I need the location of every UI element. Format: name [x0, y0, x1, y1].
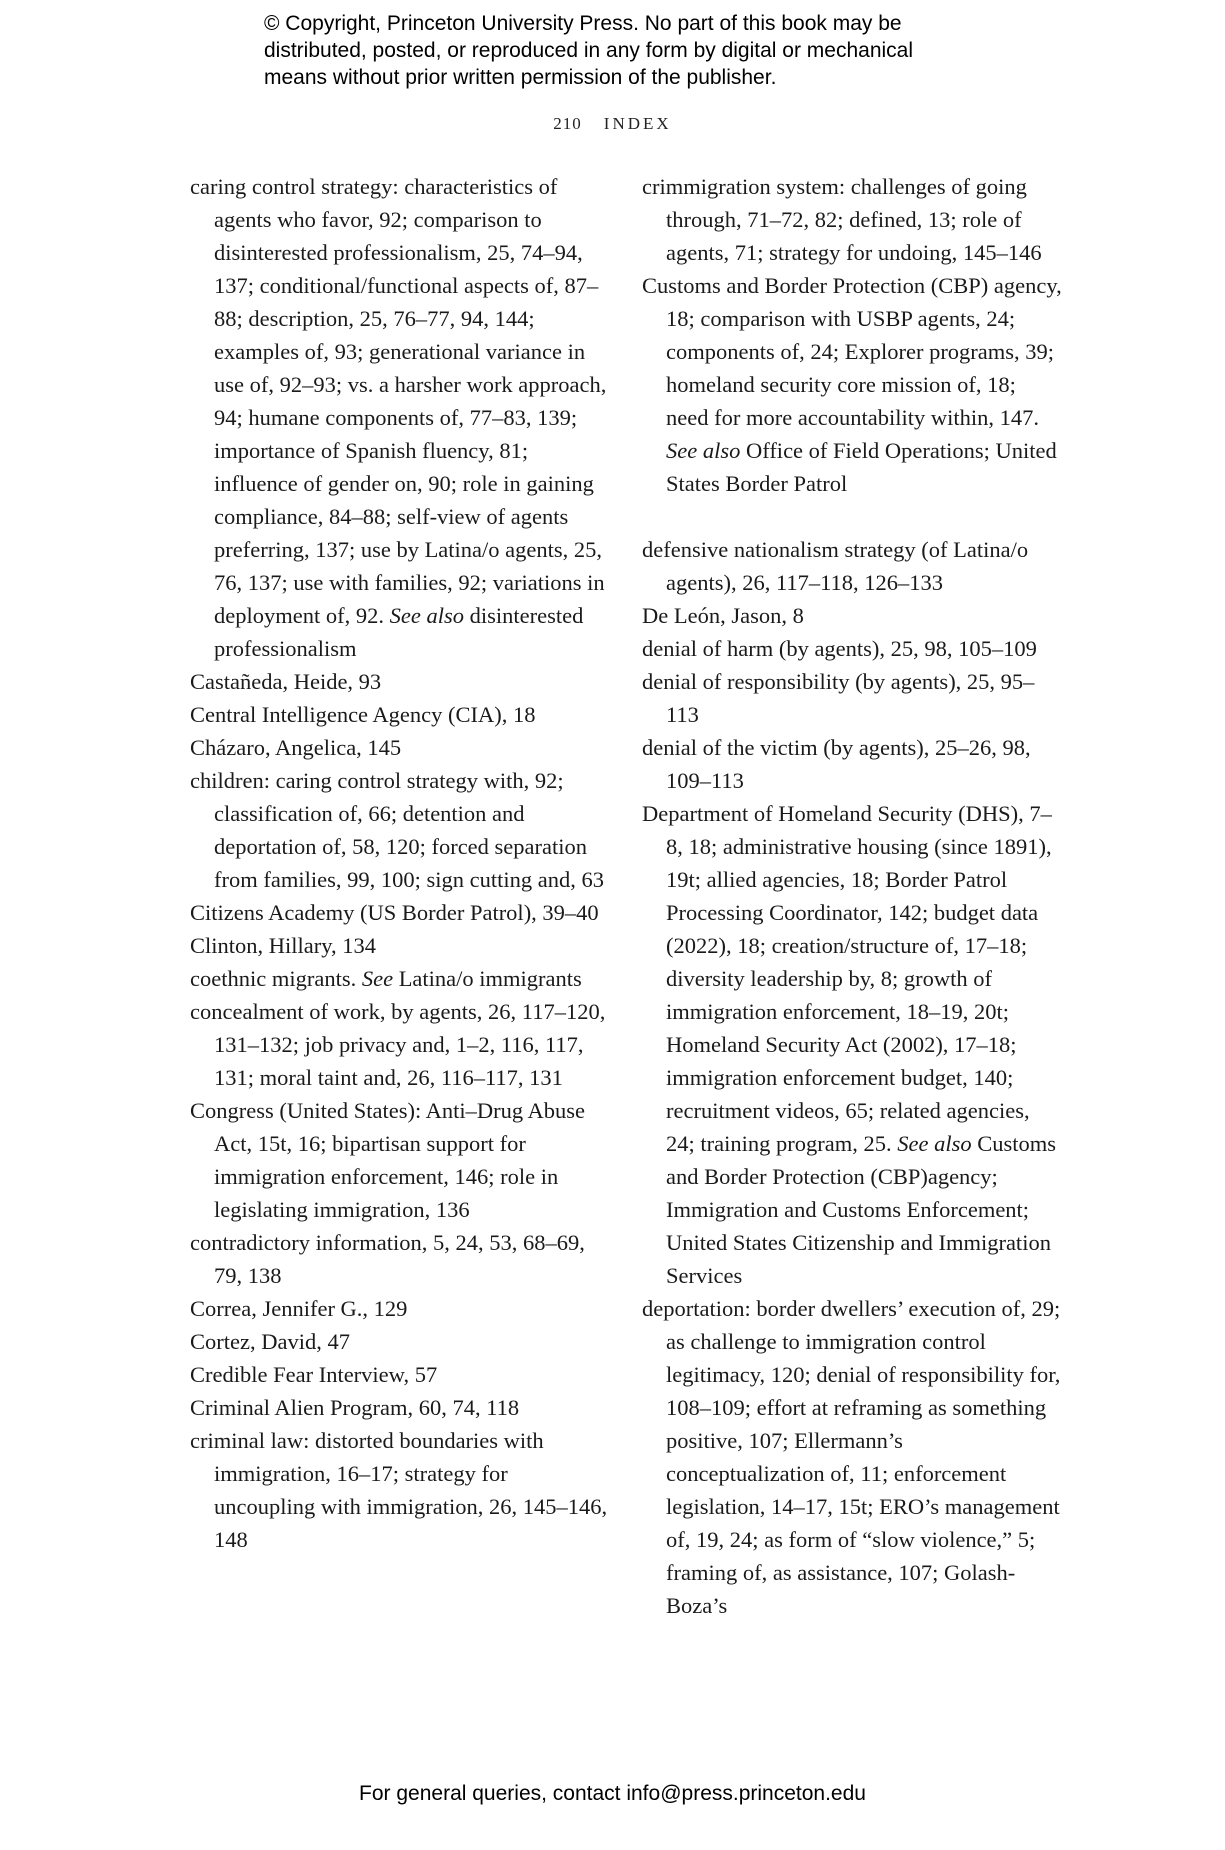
entry-text: Central Intelligence Agency (CIA), 18	[190, 702, 536, 727]
copyright-notice	[264, 10, 1024, 91]
index-entry	[642, 731, 1062, 797]
index-entry	[642, 797, 1062, 1292]
entry-text: Correa, Jennifer G., 129	[190, 1296, 408, 1321]
index-entry	[190, 1391, 610, 1424]
index-entry	[190, 1292, 610, 1325]
cross-reference-target: Latina/o immigrants	[398, 966, 582, 991]
cross-reference-label: See also	[666, 438, 741, 463]
entry-text: Customs and Border Protection (CBP) agency, 18; comparison with USBP agents, 24; components of, 24; Explorer programs, 39; homeland security core mission of, 18; need for more accountability within, 147.	[642, 273, 1062, 430]
cross-reference-target: Customs and Border Protection (CBP)agency; Immigration and Customs Enforcement; United States Citizenship and Immigration Services	[666, 1131, 1056, 1288]
index-entry	[190, 896, 610, 929]
index-entry	[642, 269, 1062, 500]
section-title: INDEX	[603, 114, 672, 133]
entry-text: Department of Homeland Security (DHS), 7–8, 18; administrative housing (since 1891), 19t; allied agencies, 18; Border Patrol Processing Coordinator, 142; budget data (2022), 18; creation/structure of, 17–18; diversity leadership by, 8; growth of immigration enforcement, 18–19, 20t; Homeland Security Act (2002), 17–18; immigration enforcement budget, 140; recruitment videos, 65; related agencies, 24; training program, 25.	[642, 801, 1052, 1156]
copyright-line: means without prior written permission of the publisher.	[264, 66, 777, 89]
index-column-right	[642, 170, 1062, 1622]
index-entry	[190, 962, 610, 995]
index-entry	[642, 599, 1062, 632]
entry-text: concealment of work, by agents, 26, 117–120, 131–132; job privacy and, 1–2, 116, 117, 131; moral taint and, 26, 116–117, 131	[190, 999, 606, 1090]
copyright-line: © Copyright, Princeton University Press. No part of this book may be	[264, 12, 902, 35]
cross-reference-target: Office of Field Operations; United States Border Patrol	[666, 438, 1057, 496]
copyright-line: distributed, posted, or reproduced in any form by digital or mechanical	[264, 39, 914, 62]
index-entry	[190, 1325, 610, 1358]
entry-text: denial of harm (by agents), 25, 98, 105–109	[642, 636, 1037, 661]
index-entry	[190, 1358, 610, 1391]
index-entry	[642, 632, 1062, 665]
entry-text: contradictory information, 5, 24, 53, 68–69, 79, 138	[190, 1230, 585, 1288]
index-entry	[642, 533, 1062, 599]
index-entry	[190, 731, 610, 764]
index-entry	[642, 665, 1062, 731]
entry-text: Castañeda, Heide, 93	[190, 669, 382, 694]
index-entry	[642, 1292, 1062, 1622]
cross-reference-label: See also	[897, 1131, 972, 1156]
entry-text: defensive nationalism strategy (of Latina/o agents), 26, 117–118, 126–133	[642, 537, 1029, 595]
entry-text: Cházaro, Angelica, 145	[190, 735, 402, 760]
entry-text: Congress (United States): Anti–Drug Abuse Act, 15t, 16; bipartisan support for immigration enforcement, 146; role in legislating immigration, 136	[190, 1098, 585, 1222]
footer-contact: For general queries, contact info@press.princeton.edu	[359, 1782, 866, 1805]
index-entry	[190, 665, 610, 698]
index-entry	[190, 1226, 610, 1292]
entry-text: crimmigration system: challenges of going through, 71–72, 82; defined, 13; role of agents, 71; strategy for undoing, 145–146	[642, 174, 1042, 265]
entry-text: coethnic migrants.	[190, 966, 357, 991]
entry-text: denial of responsibility (by agents), 25, 95–113	[642, 669, 1035, 727]
entry-text: criminal law: distorted boundaries with immigration, 16–17; strategy for uncoupling with immigration, 26, 145–146, 148	[190, 1428, 608, 1552]
index-entry	[190, 929, 610, 962]
index-entry	[190, 170, 610, 665]
entry-text: Cortez, David, 47	[190, 1329, 350, 1354]
entry-text: denial of the victim (by agents), 25–26, 98, 109–113	[642, 735, 1031, 793]
entry-text: children: caring control strategy with, 92; classification of, 66; detention and deportation of, 58, 120; forced separation from families, 99, 100; sign cutting and, 63	[190, 768, 604, 892]
entry-text: deportation: border dwellers’ execution of, 29; as challenge to immigration control legitimacy, 120; denial of responsibility for, 108–109; effort at reframing as something positive, 107; Ellermann’s conceptualization of, 11; enforcement legislation, 14–17, 15t; ERO’s management of, 19, 24; as form of “slow violence,” 5; framing of, as assistance, 107; Golash-Boza’s	[642, 1296, 1061, 1618]
entry-text: Criminal Alien Program, 60, 74, 118	[190, 1395, 520, 1420]
index-entry	[642, 170, 1062, 269]
index-entry	[190, 764, 610, 896]
index-entry	[190, 1424, 610, 1556]
index-entry	[190, 698, 610, 731]
entry-text: caring control strategy: characteristics of agents who favor, 92; comparison to disinterested professionalism, 25, 74–94, 137; conditional/functional aspects of, 87–88; description, 25, 76–77, 94, 144; examples of, 93; generational variance in use of, 92–93; vs. a harsher work approach, 94; humane components of, 77–83, 139; importance of Spanish fluency, 81; influence of gender on, 90; role in gaining compliance, 84–88; self-view of agents preferring, 137; use by Latina/o agents, 25, 76, 137; use with families, 92; variations in deployment of, 92.	[190, 174, 607, 628]
entry-text: Citizens Academy (US Border Patrol), 39–40	[190, 900, 599, 925]
entry-text: Credible Fear Interview, 57	[190, 1362, 438, 1387]
page-number: 210	[553, 114, 582, 133]
index-column-left	[190, 170, 610, 1556]
running-head	[0, 114, 1225, 134]
cross-reference-target: disinterested professionalism	[214, 603, 584, 661]
cross-reference-label: See	[361, 966, 394, 991]
entry-text: Clinton, Hillary, 134	[190, 933, 377, 958]
entry-text: De León, Jason, 8	[642, 603, 804, 628]
cross-reference-label: See also	[389, 603, 464, 628]
index-entry	[190, 1094, 610, 1226]
index-entry	[190, 995, 610, 1094]
